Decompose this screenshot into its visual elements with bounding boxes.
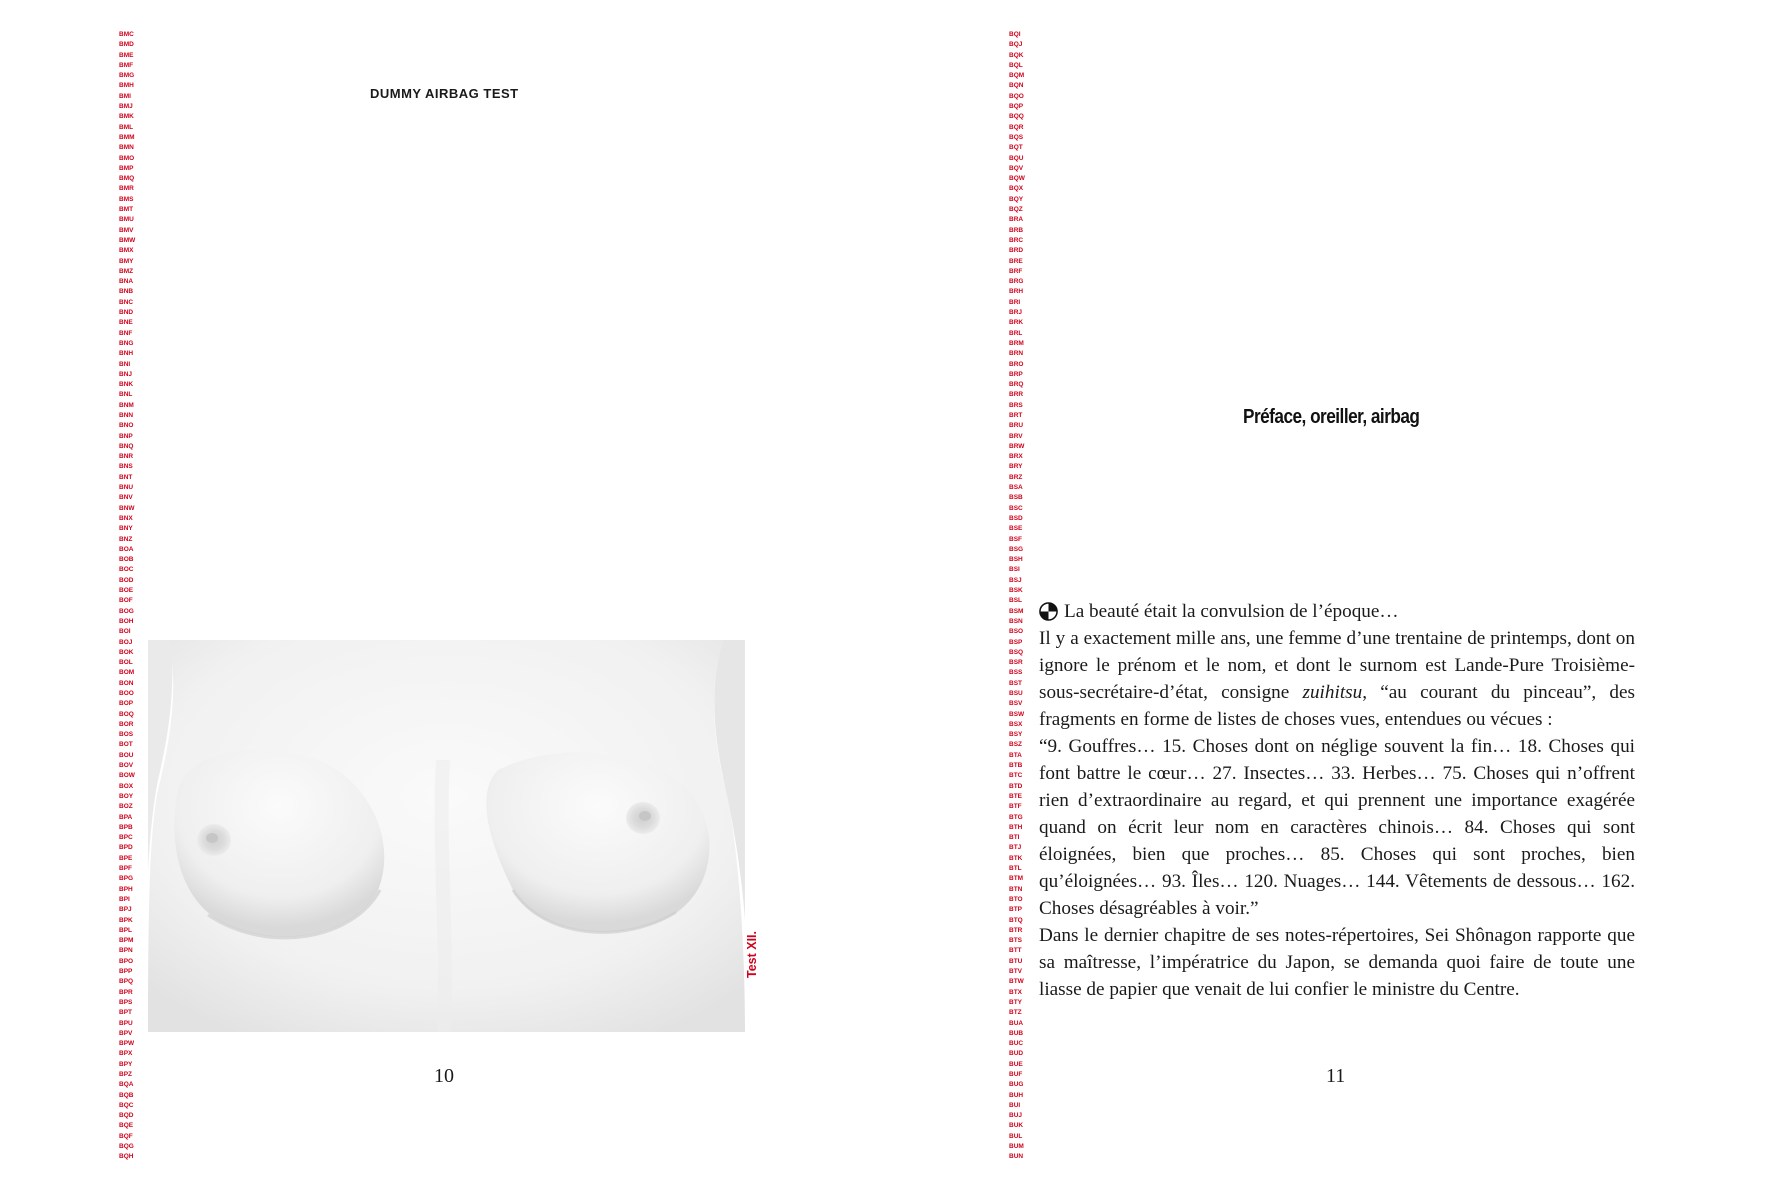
- left-code: BPP: [119, 968, 133, 976]
- paragraph-3: Dans le dernier chapitre de ses notes-répertoires, Sei Shônagon rapporte que sa maîtresse, l’impératrice du Japon, se demanda quoi faire de toute une liasse de papier que venait de lui confier le ministre du Centre.: [1039, 925, 1635, 1000]
- right-code: BUL: [1009, 1132, 1023, 1140]
- left-code: BNH: [119, 350, 134, 358]
- left-code: BOD: [119, 576, 134, 584]
- right-code: BRA: [1009, 216, 1024, 224]
- right-page: [886, 0, 1772, 1181]
- right-code: BTA: [1009, 751, 1022, 759]
- left-code: BME: [119, 51, 134, 59]
- left-code: BPQ: [119, 978, 134, 986]
- left-code: BQF: [119, 1132, 133, 1140]
- right-code: BSW: [1009, 710, 1025, 718]
- left-code: BNF: [119, 329, 133, 337]
- right-code: BSL: [1009, 597, 1022, 605]
- right-code: BRP: [1009, 370, 1023, 378]
- left-code: BPB: [119, 823, 133, 831]
- right-code: BSP: [1009, 638, 1023, 646]
- left-code: BNZ: [119, 535, 133, 543]
- left-code: BPL: [119, 926, 132, 934]
- left-code: BNC: [119, 298, 134, 306]
- right-code: BQL: [1009, 61, 1023, 69]
- left-code: BOU: [119, 751, 134, 759]
- right-code: BTT: [1009, 947, 1022, 955]
- right-code: BQP: [1009, 103, 1024, 111]
- right-code: BTO: [1009, 895, 1023, 903]
- right-code: BTS: [1009, 937, 1022, 945]
- right-code: BRK: [1009, 319, 1024, 327]
- left-code: BMQ: [119, 175, 135, 183]
- left-code: BPD: [119, 844, 133, 852]
- left-code-column: [119, 30, 139, 1163]
- left-code: BOJ: [119, 638, 133, 646]
- right-code: BQZ: [1009, 206, 1023, 214]
- left-code: BOL: [119, 659, 133, 667]
- right-code: BUH: [1009, 1091, 1024, 1099]
- right-code: BTG: [1009, 813, 1023, 821]
- right-code: BUI: [1009, 1101, 1021, 1109]
- right-code: BUM: [1009, 1143, 1024, 1151]
- left-code: BOR: [119, 720, 134, 728]
- right-code: BRC: [1009, 236, 1024, 244]
- left-code: BOP: [119, 700, 134, 708]
- right-code: BRF: [1009, 267, 1023, 275]
- right-code: BQM: [1009, 72, 1025, 80]
- right-code: BUJ: [1009, 1112, 1023, 1120]
- left-code: BPE: [119, 854, 133, 862]
- left-code: BOH: [119, 617, 134, 625]
- left-code: BMW: [119, 236, 136, 244]
- paragraph-2: “9. Gouffres… 15. Choses dont on néglige souvent la fin… 18. Choses qui font battre le cœur… 27. Insectes… 33. Herbes… 75. Choses qui n’offrent rien d’extraordinaire au regard, et qui prennent une importance exagérée quand on écrit leur nom en caractères chinois… 84. Choses qui sont éloignées, bien que proches… 85. Choses qui sont proches, bien qu’éloignées… 93. Îles… 120. Nuages… 144. Vêtements de dessous… 162. Choses désagréables à voir.”: [1039, 736, 1635, 919]
- left-code: BOC: [119, 566, 134, 574]
- right-code: BSM: [1009, 607, 1024, 615]
- right-code: BRV: [1009, 432, 1023, 440]
- left-code: BMV: [119, 226, 134, 234]
- left-code: BQC: [119, 1101, 134, 1109]
- right-code: BSN: [1009, 617, 1023, 625]
- right-code: BTF: [1009, 803, 1022, 811]
- right-code: BSF: [1009, 535, 1022, 543]
- right-code: BTQ: [1009, 916, 1023, 924]
- left-code: BOG: [119, 607, 134, 615]
- left-code: BNS: [119, 463, 133, 471]
- left-code: BPX: [119, 1050, 133, 1058]
- left-code: BNL: [119, 391, 133, 399]
- left-code: BOQ: [119, 710, 134, 718]
- right-code: BRN: [1009, 350, 1024, 358]
- crash-test-dummy-target-icon: [1039, 602, 1058, 621]
- left-code: BPI: [119, 895, 130, 903]
- lead-text: La beauté était la convulsion de l’époque…: [1064, 601, 1399, 622]
- left-code: BNK: [119, 381, 134, 389]
- right-code: BTU: [1009, 957, 1023, 965]
- right-code: BUB: [1009, 1029, 1024, 1037]
- left-code: BPT: [119, 1009, 132, 1017]
- right-code: BQW: [1009, 175, 1025, 183]
- right-code: BSG: [1009, 545, 1024, 553]
- left-code: BPG: [119, 875, 134, 883]
- left-code: BNW: [119, 504, 135, 512]
- left-code: BMP: [119, 164, 134, 172]
- left-code: BNU: [119, 484, 134, 492]
- right-code: BRW: [1009, 442, 1025, 450]
- right-code: BRI: [1009, 298, 1021, 306]
- right-code: BSD: [1009, 514, 1023, 522]
- left-code: BMX: [119, 247, 134, 255]
- right-code: BRZ: [1009, 473, 1023, 481]
- right-code: BRS: [1009, 401, 1023, 409]
- right-code: BTN: [1009, 885, 1023, 893]
- left-code: BPZ: [119, 1070, 132, 1078]
- right-code: BSE: [1009, 525, 1023, 533]
- left-code: BPS: [119, 998, 133, 1006]
- left-code: BOF: [119, 597, 133, 605]
- left-code: BMF: [119, 61, 134, 69]
- left-code: BOT: [119, 741, 133, 749]
- right-code: BTL: [1009, 865, 1022, 873]
- paragraph-1-start: Il y a exactement mille ans, une femme d’une trentaine de printemps, dont on ignore le prénom et le nom, et dont le surnom est Lande-Pure Troisième-sous-secrétaire-d’état, consigne: [1039, 628, 1635, 703]
- right-code: BRU: [1009, 422, 1024, 430]
- paragraph-1-italic: zuihitsu: [1302, 682, 1363, 703]
- right-code: BRD: [1009, 247, 1024, 255]
- right-code: BQK: [1009, 51, 1024, 59]
- right-code: BQN: [1009, 82, 1024, 90]
- right-code: BUG: [1009, 1081, 1024, 1089]
- right-code: BQX: [1009, 185, 1024, 193]
- left-code: BNB: [119, 288, 134, 296]
- left-code: BNG: [119, 339, 134, 347]
- left-code: BQG: [119, 1143, 134, 1151]
- right-code: BUA: [1009, 1019, 1024, 1027]
- left-code: BOO: [119, 690, 134, 697]
- left-code: BOS: [119, 731, 134, 739]
- right-code: BQY: [1009, 195, 1024, 203]
- torso-photograph: [148, 640, 745, 1032]
- right-code: BSR: [1009, 659, 1023, 667]
- running-header: DUMMY AIRBAG TEST: [370, 86, 519, 101]
- left-code: BNP: [119, 432, 133, 440]
- right-code: BTR: [1009, 926, 1023, 934]
- right-code: BTP: [1009, 906, 1022, 914]
- left-code: BNA: [119, 278, 134, 286]
- right-code: BTH: [1009, 823, 1023, 831]
- left-code: BOE: [119, 587, 134, 595]
- right-code: BSV: [1009, 700, 1023, 708]
- left-code: BMD: [119, 41, 134, 49]
- right-code: BSC: [1009, 504, 1023, 512]
- chapter-title: Préface, oreiller, airbag: [1243, 406, 1420, 428]
- right-code: BTX: [1009, 988, 1022, 996]
- right-code: BTC: [1009, 772, 1023, 780]
- right-code: BTE: [1009, 792, 1022, 800]
- right-code: BQQ: [1009, 113, 1024, 121]
- left-code: BOY: [119, 792, 134, 800]
- right-code: BTB: [1009, 762, 1023, 770]
- left-code: BON: [119, 679, 134, 687]
- left-code: BMH: [119, 82, 134, 90]
- right-code: BRT: [1009, 411, 1023, 419]
- left-code: BMS: [119, 195, 134, 203]
- left-code: BMU: [119, 216, 134, 224]
- right-code: BSS: [1009, 669, 1023, 677]
- right-code: BUF: [1009, 1070, 1023, 1078]
- left-code: BOV: [119, 762, 134, 770]
- left-code: BNE: [119, 319, 133, 327]
- left-code: BMI: [119, 92, 131, 100]
- left-code: BMO: [119, 154, 135, 162]
- left-code: BML: [119, 123, 134, 131]
- right-code: BTW: [1009, 978, 1024, 986]
- left-code: BMK: [119, 113, 134, 121]
- right-code: BSO: [1009, 628, 1024, 636]
- left-code: BMZ: [119, 267, 134, 275]
- right-code: BTM: [1009, 875, 1024, 883]
- left-code: BPY: [119, 1060, 133, 1068]
- right-code: BSI: [1009, 566, 1020, 574]
- right-code: BRG: [1009, 278, 1024, 286]
- left-code: BNY: [119, 525, 133, 533]
- left-code: BPH: [119, 885, 133, 893]
- right-code: BTD: [1009, 782, 1023, 790]
- left-code: BMN: [119, 144, 134, 152]
- right-code-column: [1009, 30, 1029, 1163]
- left-code: BNJ: [119, 370, 133, 378]
- right-code: BRY: [1009, 463, 1023, 471]
- left-code: BPN: [119, 947, 133, 955]
- right-code: BST: [1009, 679, 1022, 687]
- right-code: BSH: [1009, 556, 1023, 564]
- photo-caption: Test XII.: [745, 930, 759, 978]
- right-code: BQR: [1009, 123, 1024, 131]
- lead-line: [1039, 598, 1635, 625]
- right-code: BSY: [1009, 731, 1023, 739]
- right-code: BRR: [1009, 391, 1024, 399]
- left-code: BND: [119, 309, 134, 317]
- left-code: BQB: [119, 1091, 134, 1099]
- body-text: [1039, 598, 1635, 1003]
- left-code: BPU: [119, 1019, 133, 1027]
- right-code: BSK: [1009, 587, 1023, 595]
- left-code: BOK: [119, 648, 134, 656]
- right-code: BSX: [1009, 720, 1023, 728]
- right-code: BRX: [1009, 453, 1023, 461]
- left-code: BNI: [119, 360, 131, 368]
- right-code: BUE: [1009, 1060, 1023, 1068]
- right-code: BRQ: [1009, 381, 1024, 389]
- page-number: 10: [434, 1065, 454, 1087]
- left-code: BMJ: [119, 103, 133, 111]
- left-code: BQE: [119, 1122, 134, 1130]
- left-code: BOI: [119, 628, 131, 636]
- left-code: BOA: [119, 545, 134, 553]
- page-number: 11: [1326, 1065, 1346, 1087]
- right-code: BTZ: [1009, 1009, 1022, 1017]
- right-code: BSJ: [1009, 576, 1022, 584]
- right-code: BTY: [1009, 998, 1022, 1006]
- left-code: BPK: [119, 916, 133, 924]
- right-code: BTJ: [1009, 844, 1022, 852]
- right-code: BTI: [1009, 834, 1020, 842]
- right-code: BSU: [1009, 690, 1023, 697]
- right-code: BRJ: [1009, 309, 1023, 317]
- right-code: BRH: [1009, 288, 1024, 296]
- left-code: BMY: [119, 257, 134, 265]
- left-code: BMR: [119, 185, 134, 193]
- left-code: BMC: [119, 31, 134, 38]
- right-code: BRB: [1009, 226, 1024, 234]
- left-code: BNQ: [119, 442, 134, 450]
- left-code: BPO: [119, 957, 134, 965]
- right-code: BUK: [1009, 1122, 1024, 1130]
- left-code: BQA: [119, 1081, 134, 1089]
- left-code: BPV: [119, 1029, 133, 1037]
- left-code: BPF: [119, 865, 132, 873]
- right-code: BRL: [1009, 329, 1023, 337]
- right-code: BUD: [1009, 1050, 1024, 1058]
- left-code: BQD: [119, 1112, 134, 1120]
- right-code: BSB: [1009, 494, 1023, 502]
- left-code: BNV: [119, 494, 133, 502]
- left-code: BOB: [119, 556, 134, 564]
- left-code: BNO: [119, 422, 134, 430]
- left-code: BNT: [119, 473, 133, 481]
- paragraph-1-end: , “au courant du pinceau”, des fragments en forme de listes de choses vues, entendues ou vécues :: [1039, 682, 1635, 730]
- right-code: BQU: [1009, 154, 1024, 162]
- left-code: BMM: [119, 133, 135, 141]
- left-code: BNM: [119, 401, 134, 409]
- right-code: BQT: [1009, 144, 1023, 152]
- right-code: BRO: [1009, 360, 1024, 368]
- right-code: BTV: [1009, 968, 1022, 976]
- left-code: BOM: [119, 669, 135, 677]
- right-code: BQJ: [1009, 41, 1023, 49]
- left-code: BNN: [119, 411, 134, 419]
- right-code: BUC: [1009, 1040, 1024, 1048]
- right-code: BSA: [1009, 484, 1023, 492]
- left-code: BPC: [119, 834, 133, 842]
- right-code: BUN: [1009, 1153, 1024, 1161]
- right-code: BQS: [1009, 133, 1024, 141]
- right-code: BQV: [1009, 164, 1024, 172]
- left-code: BQH: [119, 1153, 134, 1161]
- left-code: BNX: [119, 514, 133, 522]
- left-code: BPM: [119, 937, 134, 945]
- right-code: BQO: [1009, 92, 1024, 100]
- left-code: BPJ: [119, 906, 132, 914]
- right-code: BQI: [1009, 31, 1021, 38]
- paragraph-1: [1039, 625, 1635, 733]
- right-code: BSQ: [1009, 648, 1024, 656]
- left-code: BPW: [119, 1040, 135, 1048]
- left-code: BMG: [119, 72, 135, 80]
- right-code: BRM: [1009, 339, 1024, 347]
- left-code: BPR: [119, 988, 133, 996]
- right-code: BTK: [1009, 854, 1023, 862]
- left-code: BOZ: [119, 803, 133, 811]
- left-code: BOW: [119, 772, 135, 780]
- left-code: BPA: [119, 813, 133, 821]
- left-code: BMT: [119, 206, 134, 214]
- right-code: BSZ: [1009, 741, 1022, 749]
- left-code: BOX: [119, 782, 134, 790]
- left-code: BNR: [119, 453, 134, 461]
- right-code: BRE: [1009, 257, 1023, 265]
